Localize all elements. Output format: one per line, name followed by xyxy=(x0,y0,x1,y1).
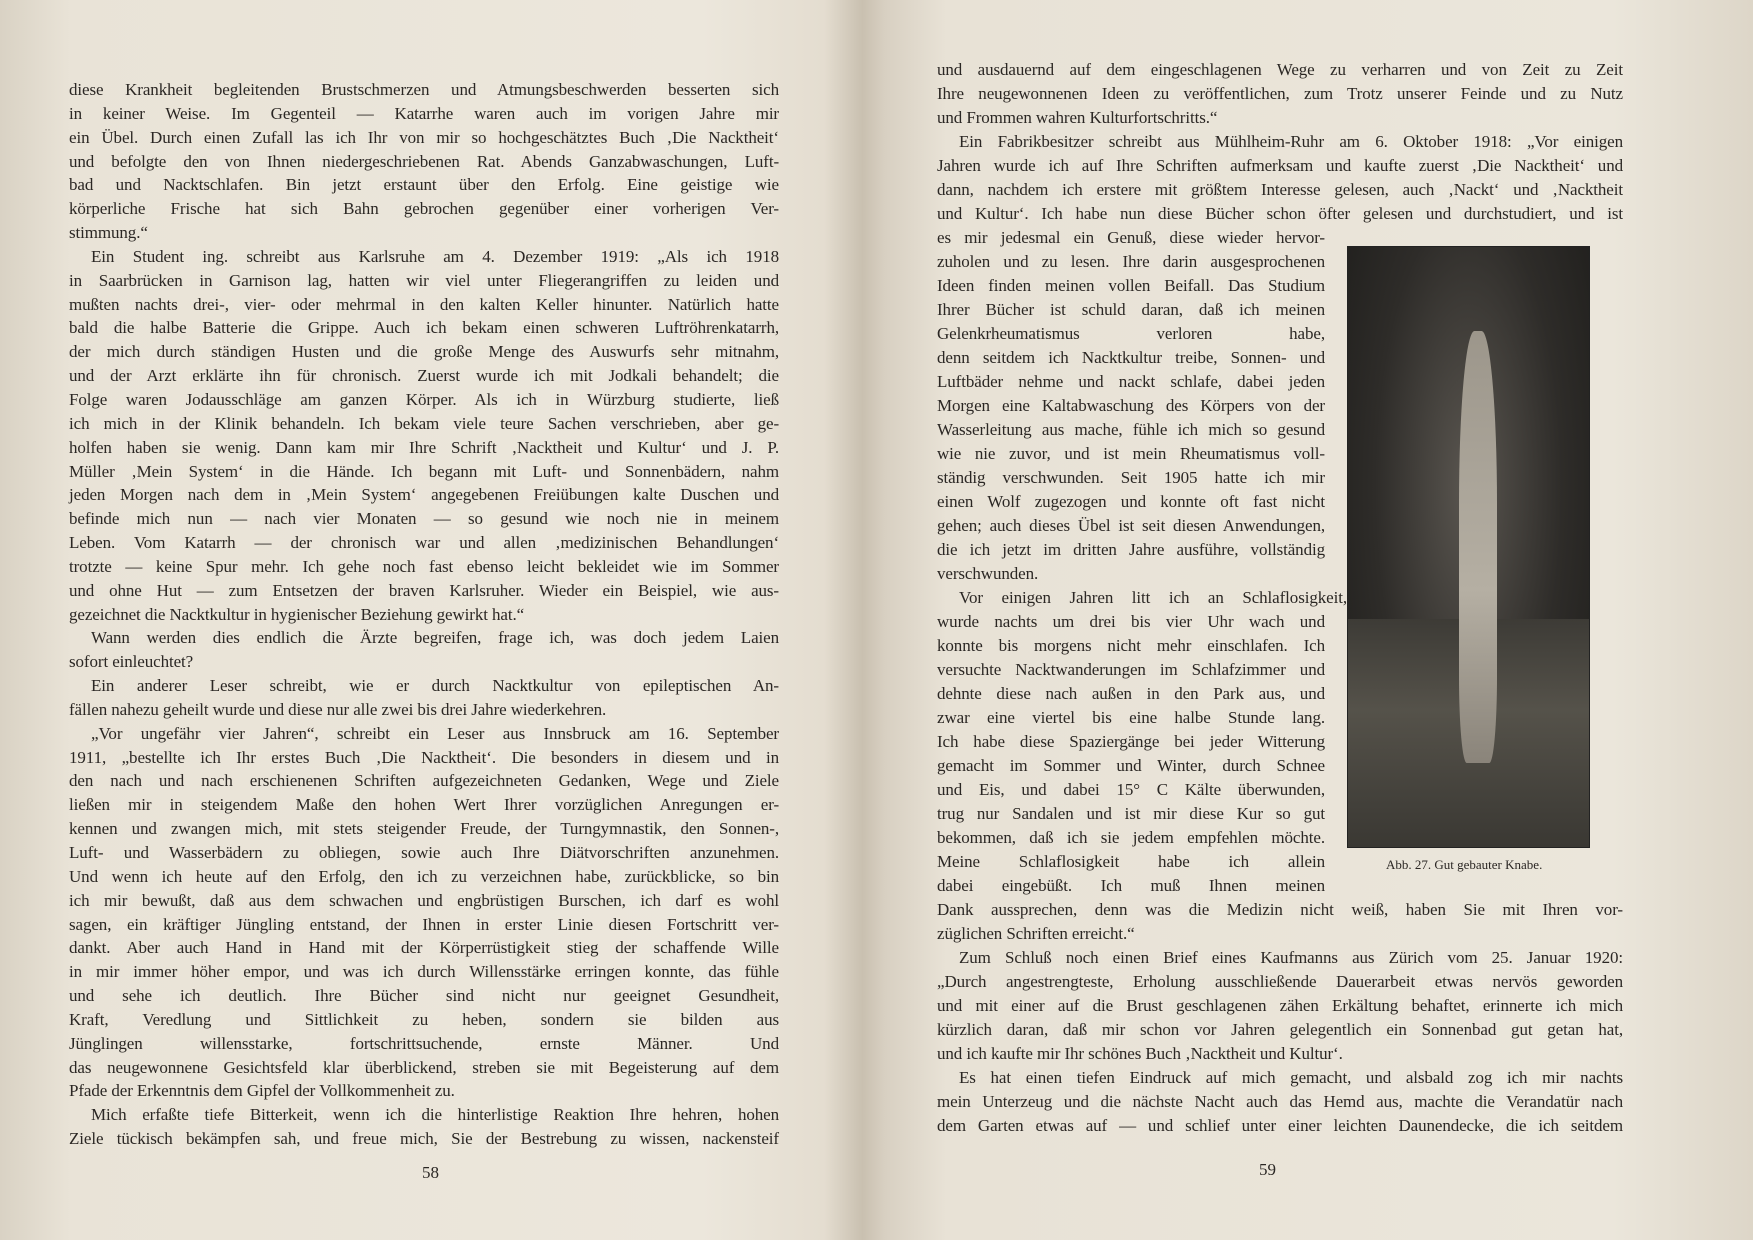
text-line: die ich jetzt im dritten Jahre ausführe, vollständig xyxy=(937,540,1325,559)
text-line: züglichen Schriften erreicht.“ xyxy=(937,924,1135,943)
text-line: kürzlich daran, daß mir schon vor Jahren gelegentlich ein Sonnenbad gut getan hat, xyxy=(937,1020,1623,1039)
text-line: und Kultur‘. Ich habe nun diese Bücher schon öfter gelesen und durchstudiert, und ist xyxy=(937,204,1623,223)
page-number-left: 58 xyxy=(422,1163,439,1182)
text-line: wurde nachts um drei bis vier Uhr wach und xyxy=(937,612,1325,631)
text-line: ich mich in der Klinik behandeln. Ich bekam viele teure Sachen verschrieben, aber ge- xyxy=(69,413,779,433)
text-line: zuholen und zu lesen. Ihre darin ausgesprochenen xyxy=(937,252,1325,271)
text-line: und sehe ich deutlich. Ihre Bücher sind nicht nur geeignet Gesundheit, xyxy=(69,986,779,1006)
paragraph xyxy=(937,946,1623,1066)
text-line: ständig verschwunden. Seit 1905 hatte ich mir xyxy=(937,468,1325,487)
text-line: ließen mir in steigendem Maße den hohen Wert Ihrer vorzüglichen Anregungen er- xyxy=(69,795,779,815)
text-line: Müller ‚Mein System‘ in die Hände. Ich begann mit Luft- und Sonnenbädern, nahm xyxy=(69,461,779,481)
text-line: in keiner Weise. Im Gegenteil — Katarrhe waren auch im vorigen Jahre mir xyxy=(69,103,779,123)
text-line: trug nur Sandalen und ist mir diese Kur so gut xyxy=(937,804,1325,823)
text-line: Luftbäder nehme und nackt schlafe, dabei jeden xyxy=(937,372,1325,391)
text-line: Ein Fabrikbesitzer schreibt aus Mühlheim-Ruhr am 6. Oktober 1918: „Vor einigen xyxy=(959,132,1623,151)
text-line: jeden Morgen nach dem in ‚Mein System‘ angegebenen Freiübungen kalte Duschen und xyxy=(69,485,779,505)
text-line: körperliche Frische hat sich Bahn gebrochen gegenüber einer vorherigen Ver- xyxy=(69,199,779,219)
text-line: einen Wolf zugezogen und konnte oft fast nicht xyxy=(937,492,1325,511)
text-line: und ohne Hut — zum Entsetzen der braven Karlsruher. Wieder ein Beispiel, wie aus- xyxy=(69,580,779,600)
text-line: dehnte diese nach außen in den Park aus, und xyxy=(937,684,1325,703)
figure-photo xyxy=(1347,246,1590,848)
text-line: Pfade der Erkenntnis dem Gipfel der Vollkommenheit zu. xyxy=(69,1081,455,1101)
text-line: dann, nachdem ich erstere mit größtem Interesse gelesen, auch ‚Nackt‘ und ‚Nacktheit xyxy=(937,180,1623,199)
text-line: Zum Schluß noch einen Brief eines Kaufmanns aus Zürich vom 25. Januar 1920: xyxy=(959,948,1623,967)
text-line: Ziele tückisch bekämpfen sah, und freue mich, Sie der Bestrebung zu wissen, nackensteif xyxy=(69,1129,779,1149)
page-number-right: 59 xyxy=(1259,1160,1276,1179)
text-line: mein Unterzeug und die nächste Nacht auch das Hemd aus, machte die Verandatür nach xyxy=(937,1092,1623,1111)
text-line: Meine Schlaflosigkeit habe ich allein xyxy=(937,852,1325,871)
text-line: sagen, ein kräftiger Jüngling entstand, der Ihnen in erster Linie diesen Fortschritt ver- xyxy=(69,914,779,934)
text-line: gemacht im Sommer und Winter, durch Schnee xyxy=(937,756,1325,775)
text-line: in mir immer höher empor, und was ich durch Willensstärke erringen konnte, das fühle xyxy=(69,962,779,982)
paragraph xyxy=(69,722,779,1104)
text-line: Leben. Vom Katarrh — der chronisch war und allen ‚medizinischen Behandlungen‘ xyxy=(69,533,779,553)
text-line: bekommen, daß ich sie jedem empfehlen möchte. xyxy=(937,828,1325,847)
text-line: den nach und nach erschienenen Schriften aufgezeichneten Gedanken, Wege und Ziele xyxy=(69,771,779,791)
text-line: Ein anderer Leser schreibt, wie er durch Nacktkultur von epileptischen An- xyxy=(91,676,779,696)
text-line: wie nie zuvor, und ist mein Rheumatismus voll- xyxy=(937,444,1325,463)
text-line: ich mir bewußt, daß aus dem schwachen und engbrüstigen Burschen, ich darf es wohl xyxy=(69,890,779,910)
text-line: konnte bis morgens nicht mehr einschlafen. Ich xyxy=(937,636,1325,655)
paragraph xyxy=(69,1103,779,1151)
paragraph xyxy=(69,626,779,674)
text-line: in Saarbrücken in Garnison lag, hatten wir viel unter Fliegerangriffen zu leiden und xyxy=(69,270,779,290)
text-line: stimmung.“ xyxy=(69,223,148,243)
text-line: Jünglingen willensstarke, fortschrittsuchende, ernste Männer. Und xyxy=(69,1033,779,1053)
text-line: 1911, „bestellte ich Ihr erstes Buch ‚Die Nacktheit‘. Die besonders in diesem und in xyxy=(69,747,779,767)
text-line: Jahren wurde ich auf Ihre Schriften aufmerksam und kaufte zuerst ‚Die Nacktheit‘ und xyxy=(937,156,1623,175)
text-line: Dank aussprechen, denn was die Medizin nicht weiß, haben Sie mit Ihren vor- xyxy=(937,900,1623,919)
text-line: kennen und zwangen mich, mit stets steigender Freude, der Turngymnastik, den Sonnen-, xyxy=(69,819,779,839)
text-line: und der Arzt erklärte ihn für chronisch. Zuerst wurde ich mit Jodkali behandelt; die xyxy=(69,366,779,386)
text-line: Luft- und Wasserbädern zu obliegen, sowie auch Ihre Diätvorschriften anzunehmen. xyxy=(69,843,779,862)
text-line: das neugewonnene Gesichtsfeld klar überblickend, streben sie mit Begeisterung auf dem xyxy=(69,1057,779,1077)
text-line: sofort einleuchtet? xyxy=(69,652,194,672)
text-line: Vor einigen Jahren litt ich an Schlaflosigkeit, xyxy=(959,588,1347,607)
paragraph xyxy=(69,245,779,627)
text-line: bad und Nacktschlafen. Bin jetzt erstaunt über den Erfolg. Eine geistige wie xyxy=(69,175,779,195)
text-line: befinde mich nun — nach vier Monaten — so gesund wie noch nie in meinem xyxy=(69,509,779,529)
text-line: Morgen eine Kaltabwaschung des Körpers von der xyxy=(937,396,1325,415)
text-line: verschwunden. xyxy=(937,564,1039,583)
text-line: dankt. Aber auch Hand in Hand mit der Körperrüstigkeit stieg der schaffende Wille xyxy=(69,938,779,958)
text-line: Ihrer Bücher ist schuld daran, daß ich meinen xyxy=(937,300,1325,319)
text-line: fällen nahezu geheilt wurde und diese nur alle zwei bis drei Jahre wiederkehren. xyxy=(69,699,607,719)
text-line: und mit einer auf die Brust geschlagenen zähen Erkältung behaftet, erinnerte ich mich xyxy=(937,996,1623,1015)
text-line: Es hat einen tiefen Eindruck auf mich gemacht, und alsbald zog ich mir nachts xyxy=(959,1068,1623,1087)
text-line: Gelenkrheumatismus verloren habe, xyxy=(937,324,1325,343)
text-line: versuchte Nacktwanderungen im Schlafzimmer und xyxy=(937,660,1325,679)
text-line: holfen haben sie wenig. Dann kam mir Ihre Schrift ‚Nacktheit und Kultur‘ und J. P. xyxy=(69,437,779,457)
text-line: Ich habe diese Spaziergänge bei jeder Witterung xyxy=(937,732,1325,751)
text-line: Ihre neugewonnenen Ideen zu veröffentlichen, zum Trotz unserer Feinde und zu Nutz xyxy=(937,84,1623,103)
text-line: zwar eine viertel bis eine halbe Stunde lang. xyxy=(937,708,1325,727)
text-line: Mich erfaßte tiefe Bitterkeit, wenn ich die hinterlistige Reaktion Ihre hehren, hohen xyxy=(91,1105,779,1125)
text-line: gezeichnet die Nacktkultur in hygienischer Beziehung gewirkt hat.“ xyxy=(69,604,525,624)
text-line: gehen; auch dieses Übel ist seit diesen Anwendungen, xyxy=(937,516,1325,535)
text-line: ein Übel. Durch einen Zufall las ich Ihr von mir so hochgeschätztes Buch ‚Die Nacktheit‘ xyxy=(69,127,779,147)
text-line: Wann werden dies endlich die Ärzte begreifen, frage ich, was doch jedem Laien xyxy=(91,628,779,648)
text-line: und ich kaufte mir Ihr schönes Buch ‚Nacktheit und Kultur‘. xyxy=(937,1044,1343,1063)
paragraph xyxy=(69,674,779,722)
text-line: dem Garten etwas auf — und schlief unter einer leichten Daunendecke, die ich seitdem xyxy=(937,1116,1623,1135)
text-line: Ideen finden meinen vollen Beifall. Das Studium xyxy=(937,276,1325,295)
text-line: und Eis, und dabei 15° C Kälte überwunden, xyxy=(937,780,1325,799)
text-line: diese Krankheit begleitenden Brustschmerzen und Atmungsbeschwerden besserten sich xyxy=(69,80,779,99)
photo-figure xyxy=(1459,331,1498,763)
left-page-text xyxy=(69,78,779,1151)
text-line: und befolgte den von Ihnen niedergeschriebenen Rat. Abends Ganzabwaschungen, Luft- xyxy=(69,151,779,171)
text-line: trotzte — keine Spur mehr. Ich gehe noch fast ebenso leicht bekleidet wie im Sommer xyxy=(69,556,779,576)
text-line: es mir jedesmal ein Genuß, diese wieder hervor- xyxy=(937,228,1325,247)
paragraph xyxy=(69,78,779,245)
text-line: Folge waren Jodausschläge am ganzen Körper. Als ich in Würzburg studierte, ließ xyxy=(69,389,779,409)
paragraph xyxy=(937,1066,1623,1138)
text-line: Ein Student ing. schreibt aus Karlsruhe am 4. Dezember 1919: „Als ich 1918 xyxy=(91,246,779,266)
text-line: Wasserleitung aus mache, fühle ich mich so gesund xyxy=(937,420,1325,439)
text-line: dabei eingebüßt. Ich muß Ihnen meinen xyxy=(937,876,1325,895)
paragraph xyxy=(937,58,1623,130)
text-line: denn seitdem ich Nacktkultur treibe, Sonnen- und xyxy=(937,348,1325,367)
text-line: der mich durch ständigen Husten und die große Menge des Auswurfs sehr mitnahm, xyxy=(69,342,779,362)
text-line: und Frommen wahren Kulturfortschritts.“ xyxy=(937,108,1218,127)
text-line: Und wenn ich heute auf den Erfolg, den ich zu verzeichnen habe, zurückblicke, so bin xyxy=(69,866,779,886)
text-line: Kraft, Veredlung und Sittlichkeit zu heben, sondern sie bilden aus xyxy=(69,1009,779,1029)
text-line: und ausdauernd auf dem eingeschlagenen Wege zu verharren und von Zeit zu Zeit xyxy=(937,60,1623,79)
text-line: bald die halbe Batterie die Grippe. Auch ich bekam einen schweren Luftröhrenkatarrh, xyxy=(69,318,779,338)
text-line: „Durch angestrengteste, Erholung ausschließende Dauerarbeit etwas nervös geworden xyxy=(937,972,1623,991)
figure-caption: Abb. 27. Gut gebauter Knabe. xyxy=(1386,857,1543,872)
text-line: mußten nachts drei-, vier- oder mehrmal in den kalten Keller hinunter. Natürlich hatte xyxy=(69,294,779,314)
text-line: „Vor ungefähr vier Jahren“, schreibt ein Leser aus Innsbruck am 16. September xyxy=(91,723,779,743)
